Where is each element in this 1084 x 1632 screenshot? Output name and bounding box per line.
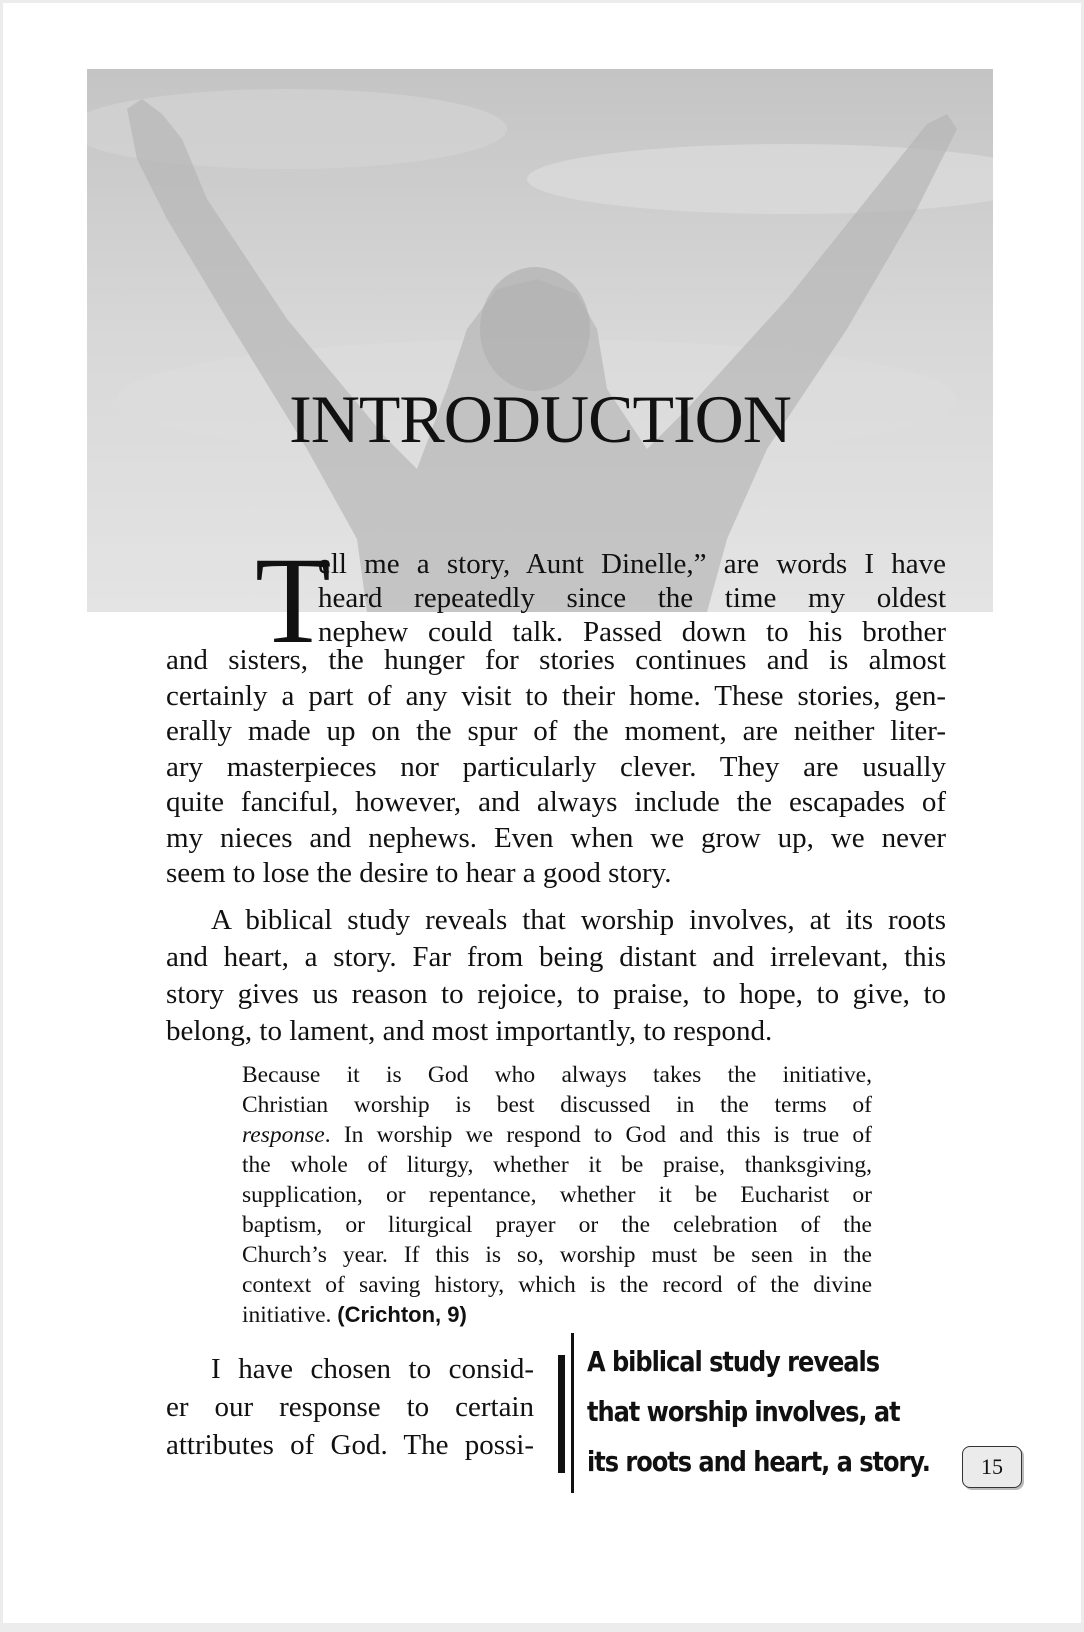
text-line: attributes of God. The possi- (166, 1429, 534, 1461)
text-line: certainly a part of any visit to their home. These stories, gen- (166, 679, 946, 712)
quote-line: Because it is God who always takes the initiative, (242, 1062, 872, 1088)
quote-line (242, 1300, 872, 1330)
block-quote (242, 1060, 872, 1330)
drop-cap: T (255, 532, 331, 669)
quote-line: supplication, or repentance, whether it be Eucharist or (242, 1182, 872, 1208)
quote-line: the whole of liturgy, whether it be praise, thanksgiving, (242, 1152, 872, 1178)
drop-cap-lines (318, 547, 946, 649)
second-paragraph (166, 902, 946, 1050)
text-line: belong, to lament, and most importantly, to respond. (166, 1015, 773, 1047)
opening-paragraph-continued (166, 643, 946, 892)
text-line: heard repeatedly since the time my oldest (318, 582, 946, 614)
text-line: and sisters, the hunger for stories continues and is almost (166, 644, 946, 676)
citation: (Crichton, 9) (337, 1302, 467, 1327)
text-line: quite fanciful, however, and always include the escapades of (166, 786, 946, 818)
quote-line: Christian worship is best discussed in the terms of (242, 1092, 872, 1118)
quote-line: baptism, or liturgical prayer or the celebration of the (242, 1212, 872, 1238)
emphasis: response (242, 1122, 325, 1148)
text-line: my nieces and nephews. Even when we grow up, we never (166, 821, 946, 854)
quote-line-tail: . In worship we respond to God and this is true of (324, 1122, 872, 1148)
pull-quote-line: its roots and heart, a story. (587, 1445, 930, 1478)
quote-line: Church’s year. If this is so, worship must be seen in the (242, 1242, 872, 1268)
text-line: erally made up on the spur of the moment, are neither liter- (166, 715, 946, 747)
pull-quote-line: that worship involves, at (587, 1395, 900, 1428)
text-line: seem to lose the desire to hear a good story. (166, 857, 672, 889)
pull-quote-bar (558, 1355, 565, 1473)
text-line: and heart, a story. Far from being distant and irrelevant, this (166, 941, 946, 973)
pull-quote-line: A biblical study reveals (587, 1345, 880, 1378)
text-line: nephew could talk. Passed down to his brother (318, 616, 946, 648)
pull-quote (587, 1337, 930, 1487)
pull-quote-rule (571, 1333, 574, 1493)
page-number: 15 (962, 1446, 1022, 1488)
raised-arms-silhouette (87, 69, 993, 612)
header-photo (87, 69, 993, 612)
quote-last-text: initiative. (242, 1302, 338, 1328)
text-line: story gives us reason to rejoice, to praise, to hope, to give, to (166, 978, 946, 1010)
text-line: I have chosen to consid- (211, 1353, 534, 1385)
chapter-title: INTRODUCTION (289, 381, 791, 457)
quote-line (242, 1120, 872, 1150)
text-line: er our response to certain (166, 1391, 534, 1423)
text-line: ell me a story, Aunt Dinelle,” are words I have (318, 548, 946, 580)
quote-line: context of saving history, which is the record of the divine (242, 1272, 872, 1298)
third-paragraph (166, 1350, 534, 1464)
text-line: ary masterpieces nor particularly clever. They are usually (166, 750, 946, 783)
text-line: A biblical study reveals that worship involves, at its roots (211, 904, 946, 936)
